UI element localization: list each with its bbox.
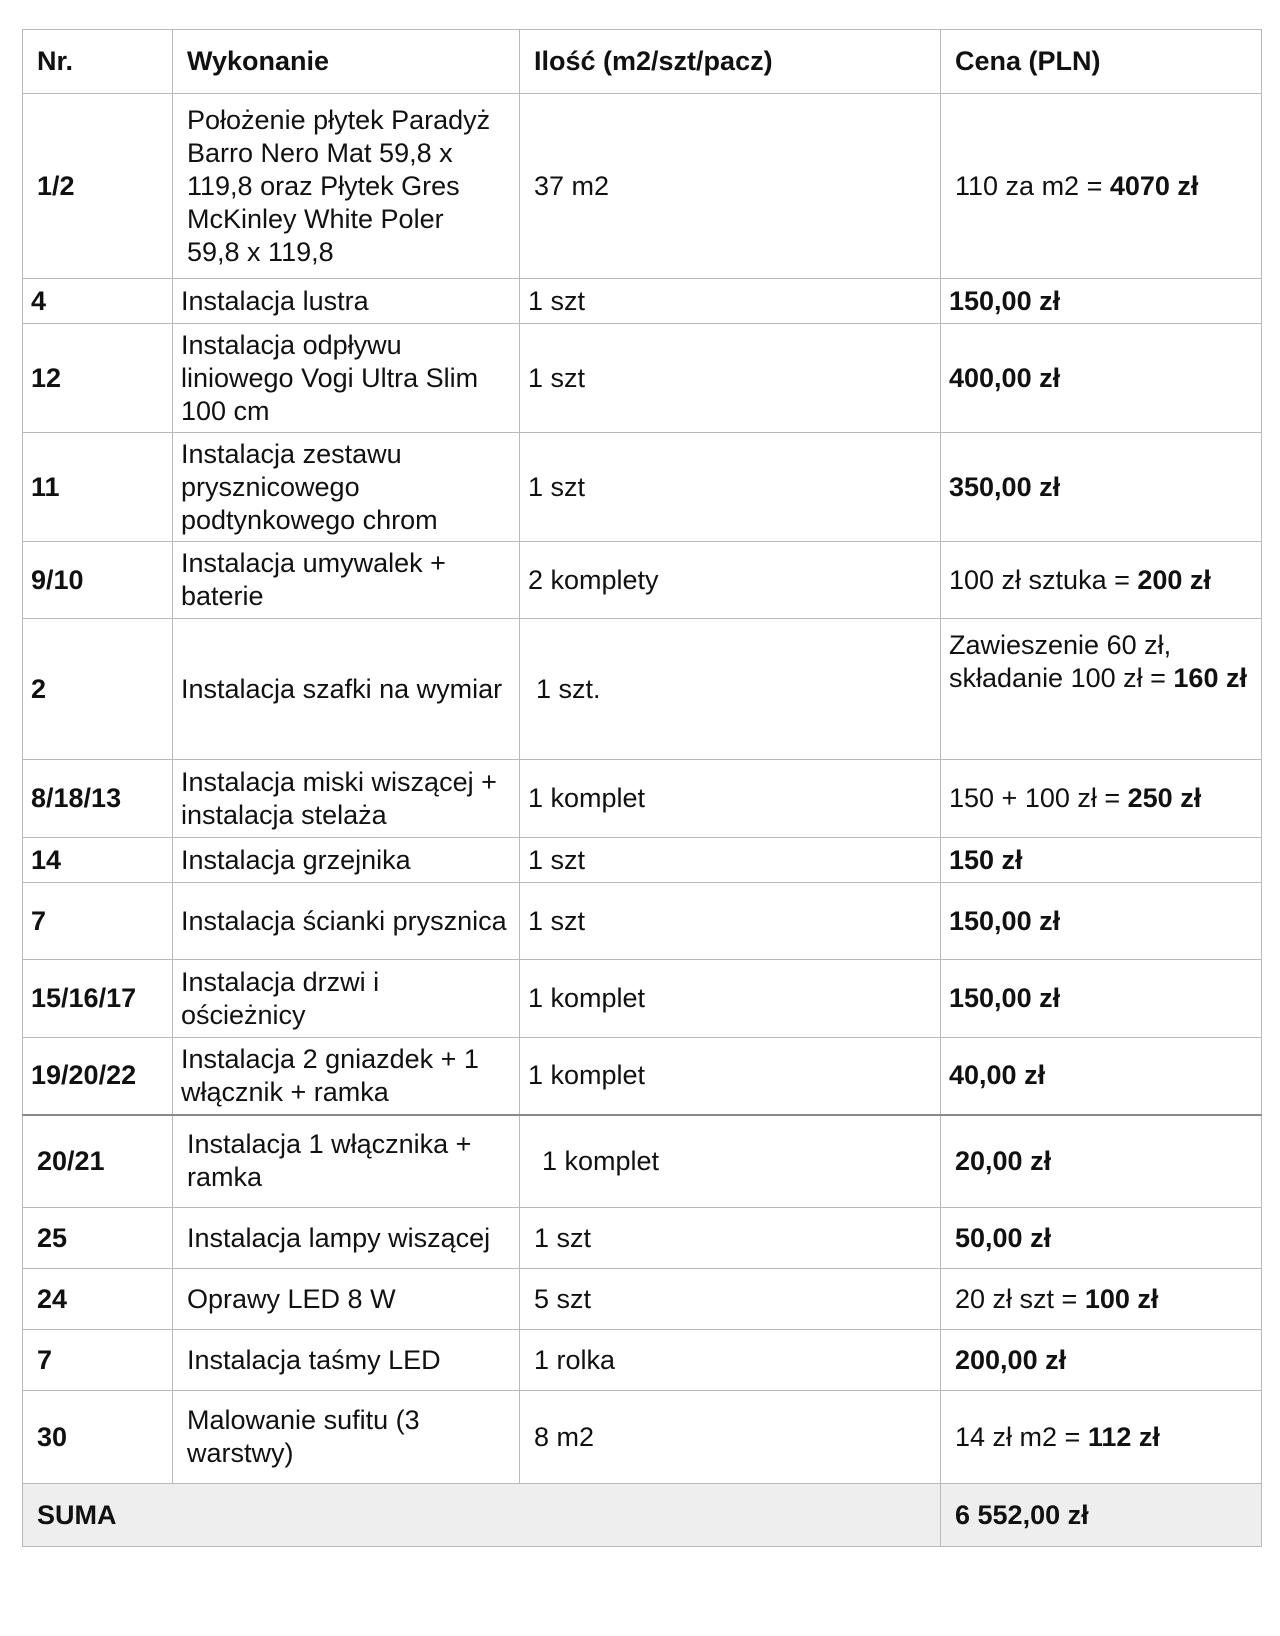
cell-work: Instalacja szafki na wymiar — [173, 619, 520, 760]
total-label: SUMA — [23, 1484, 941, 1547]
table-row — [23, 1269, 1262, 1330]
cell-work: Instalacja lustra — [173, 279, 520, 324]
table-row — [23, 1038, 1262, 1115]
price-amount: 40,00 zł — [949, 1060, 1046, 1091]
cost-table — [22, 29, 1262, 1547]
table-row — [23, 94, 1262, 279]
cell-price — [941, 838, 1262, 883]
cell-nr: 19/20/22 — [23, 1038, 173, 1115]
price-detail: 150 + 100 zł = — [949, 783, 1128, 813]
table-row — [23, 279, 1262, 324]
cell-nr: 24 — [23, 1269, 173, 1330]
cell-qty: 1 rolka — [520, 1330, 941, 1391]
cell-price — [941, 433, 1262, 542]
cell-nr: 25 — [23, 1208, 173, 1269]
cell-nr: 4 — [23, 279, 173, 324]
cell-work: Instalacja taśmy LED — [173, 1330, 520, 1391]
cell-work: Instalacja grzejnika — [173, 838, 520, 883]
cell-nr: 15/16/17 — [23, 960, 173, 1038]
cell-nr: 1/2 — [23, 94, 173, 279]
cell-nr: 9/10 — [23, 542, 173, 619]
cell-price — [941, 1208, 1262, 1269]
cell-work: Instalacja zestawu prysznicowego podtynkowego chrom — [173, 433, 520, 542]
cell-price — [941, 1115, 1262, 1208]
price-amount: 160 zł — [1173, 663, 1247, 693]
price-amount: 20,00 zł — [955, 1145, 1052, 1176]
table-row — [23, 1115, 1262, 1208]
total-value: 6 552,00 zł — [941, 1484, 1262, 1547]
cell-price — [941, 760, 1262, 838]
cell-nr: 2 — [23, 619, 173, 760]
cell-qty: 1 komplet — [520, 1115, 941, 1208]
cell-qty: 2 komplety — [520, 542, 941, 619]
cell-price — [941, 1269, 1262, 1330]
cell-price — [941, 279, 1262, 324]
cell-work: Instalacja umywalek + baterie — [173, 542, 520, 619]
cell-qty: 1 szt — [520, 433, 941, 542]
cell-price — [941, 960, 1262, 1038]
table-row — [23, 324, 1262, 433]
cell-nr: 14 — [23, 838, 173, 883]
table-row — [23, 433, 1262, 542]
total-row — [23, 1484, 1262, 1547]
price-amount: 150,00 zł — [949, 285, 1061, 316]
price-detail: 14 zł m2 = — [955, 1421, 1088, 1452]
header-nr: Nr. — [23, 30, 173, 94]
cost-estimate-sheet — [22, 29, 1261, 1547]
price-detail: Zawieszenie 60 zł, składanie 100 zł = — [949, 630, 1174, 693]
price-detail: 20 zł szt = — [955, 1283, 1085, 1314]
cell-price — [941, 542, 1262, 619]
price-amount: 150 zł — [949, 844, 1023, 875]
cell-qty: 5 szt — [520, 1269, 941, 1330]
price-amount: 150,00 zł — [949, 905, 1061, 936]
cell-price — [941, 1330, 1262, 1391]
cell-work: Instalacja odpływu liniowego Vogi Ultra Slim 100 cm — [173, 324, 520, 433]
cell-qty: 1 szt — [520, 324, 941, 433]
price-amount: 400,00 zł — [949, 362, 1061, 393]
cell-work: Instalacja ścianki prysznica — [173, 883, 520, 960]
price-detail: 100 zł sztuka = — [949, 564, 1138, 595]
price-amount: 200 zł — [1137, 564, 1211, 595]
cell-work: Malowanie sufitu (3 warstwy) — [173, 1391, 520, 1484]
header-price: Cena (PLN) — [941, 30, 1262, 94]
cell-qty: 1 szt — [520, 1208, 941, 1269]
header-qty: Ilość (m2/szt/pacz) — [520, 30, 941, 94]
price-amount: 50,00 zł — [955, 1222, 1052, 1253]
cell-nr: 8/18/13 — [23, 760, 173, 838]
table-row — [23, 760, 1262, 838]
table-row — [23, 883, 1262, 960]
cell-work: Położenie płytek Paradyż Barro Nero Mat 59,8 x 119,8 oraz Płytek Gres McKinley White Poler 59,8 x 119,8 — [173, 94, 520, 279]
cell-price — [941, 324, 1262, 433]
cell-nr: 20/21 — [23, 1115, 173, 1208]
price-amount: 4070 zł — [1109, 170, 1199, 201]
cell-nr: 7 — [23, 883, 173, 960]
cell-price — [941, 619, 1262, 760]
cell-work: Oprawy LED 8 W — [173, 1269, 520, 1330]
cell-qty: 37 m2 — [520, 94, 941, 279]
cell-qty: 1 komplet — [520, 960, 941, 1038]
cell-work: Instalacja 2 gniazdek + 1 włącznik + ramka — [173, 1038, 520, 1115]
table-row — [23, 960, 1262, 1038]
cell-nr: 11 — [23, 433, 173, 542]
cell-qty: 1 szt — [520, 838, 941, 883]
cell-nr: 30 — [23, 1391, 173, 1484]
table-row — [23, 619, 1262, 760]
cell-qty: 1 szt — [520, 279, 941, 324]
table-header-row — [23, 30, 1262, 94]
cell-qty: 8 m2 — [520, 1391, 941, 1484]
table-row — [23, 542, 1262, 619]
cell-work: Instalacja miski wiszącej + instalacja stelaża — [173, 760, 520, 838]
cell-price — [941, 1391, 1262, 1484]
cell-price — [941, 883, 1262, 960]
cell-nr: 12 — [23, 324, 173, 433]
price-amount: 250 zł — [1127, 783, 1202, 813]
price-amount: 150,00 zł — [949, 983, 1061, 1013]
price-amount: 112 zł — [1087, 1421, 1160, 1452]
cell-work: Instalacja lampy wiszącej — [173, 1208, 520, 1269]
price-amount: 350,00 zł — [949, 471, 1061, 502]
price-amount: 100 zł — [1084, 1283, 1159, 1314]
cell-qty: 1 szt — [520, 883, 941, 960]
cell-work: Instalacja drzwi i ościeżnicy — [173, 960, 520, 1038]
table-row — [23, 1391, 1262, 1484]
price-detail: 110 za m2 = — [955, 170, 1110, 201]
header-work: Wykonanie — [173, 30, 520, 94]
table-row — [23, 1330, 1262, 1391]
cell-price — [941, 1038, 1262, 1115]
cell-price — [941, 94, 1262, 279]
cell-qty: 1 szt. — [520, 619, 941, 760]
table-row — [23, 1208, 1262, 1269]
table-row — [23, 838, 1262, 883]
price-amount: 200,00 zł — [955, 1344, 1067, 1375]
cell-qty: 1 komplet — [520, 760, 941, 838]
cell-qty: 1 komplet — [520, 1038, 941, 1115]
cell-nr: 7 — [23, 1330, 173, 1391]
cell-work: Instalacja 1 włącznika + ramka — [173, 1115, 520, 1208]
